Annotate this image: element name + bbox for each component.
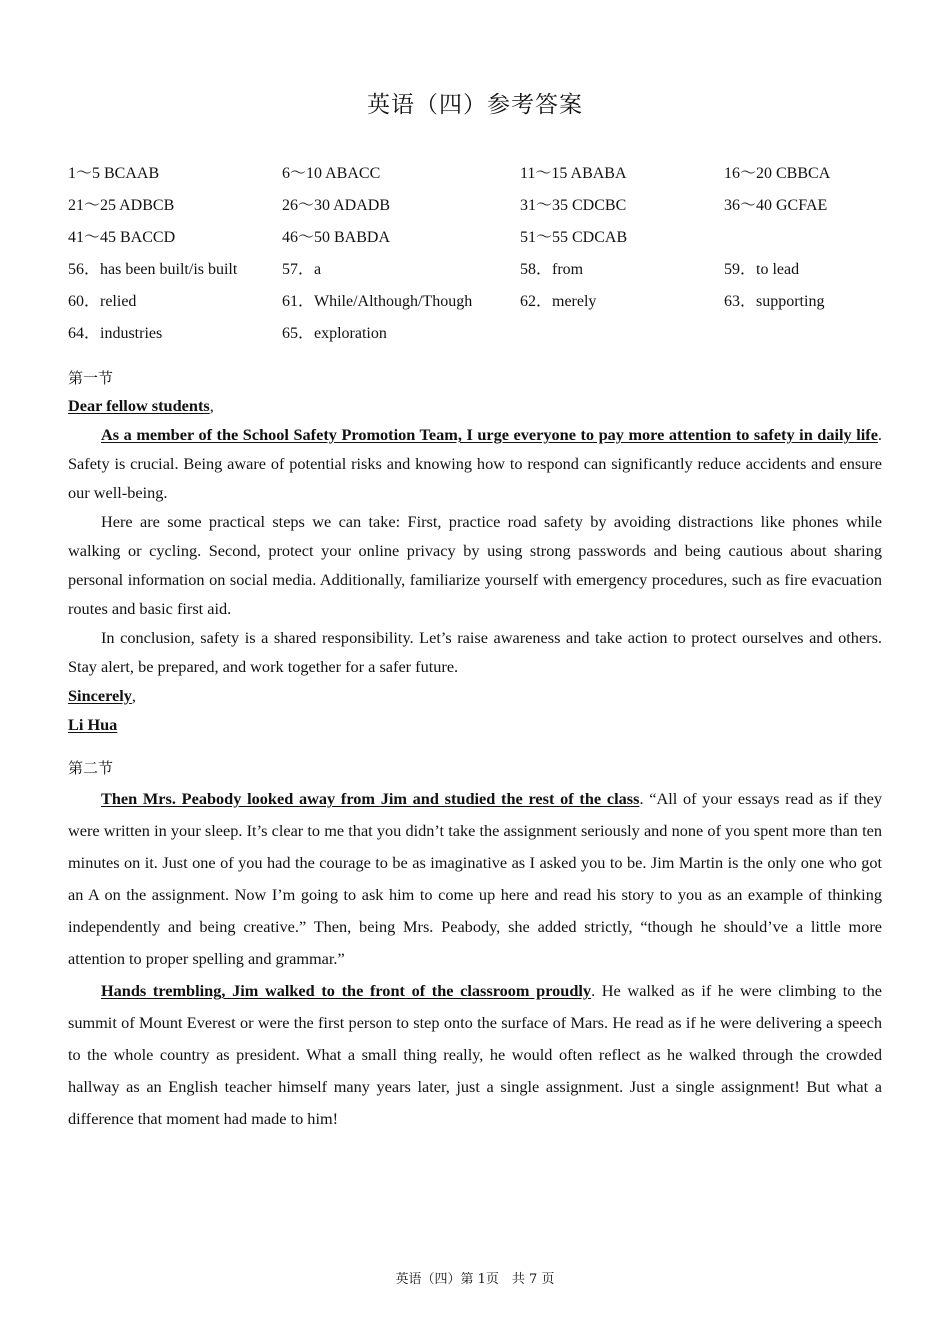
closing-text: Sincerely — [68, 686, 132, 705]
answer-item: 64．industries — [68, 325, 163, 342]
answer-row — [68, 320, 888, 352]
answer-row — [68, 256, 888, 288]
paragraph-text: . He walked as if he were climbing to the summit of Mount Everest or were the first person to step onto the surface of Mars. He read as if he were delivering a speech to the whole country as president. What a small thing really, he would often reflect as he walked through the crowded hallway as an English teacher himself many years later, just a single assignment. Just a single assignment! But what a difference that moment had made to him! — [68, 981, 882, 1128]
essay-paragraph — [68, 420, 882, 507]
salutation-text: Dear fellow students — [68, 396, 210, 415]
answer-item: 46～50 BABDA — [282, 229, 391, 246]
essay-paragraph — [68, 975, 882, 1135]
answer-item: 26～30 ADADB — [282, 197, 391, 214]
section-1-label: 第一节 — [68, 369, 114, 387]
answer-item: 51～55 CDCAB — [520, 229, 628, 246]
signature — [68, 710, 882, 739]
answer-row — [68, 288, 888, 320]
underlined-given-sentence: Then Mrs. Peabody looked away from Jim and studied the rest of the class — [101, 789, 640, 808]
answer-item: 41～45 BACCD — [68, 229, 176, 246]
answer-item: 21～25 ADBCB — [68, 197, 175, 214]
section-1-essay — [68, 391, 882, 739]
answer-item: 65．exploration — [282, 325, 387, 342]
answer-key — [68, 160, 888, 352]
essay-paragraph — [68, 783, 882, 975]
answer-item: 63．supporting — [724, 293, 825, 310]
page-footer: 英语（四）第 1页 共 7 页 — [395, 1272, 555, 1287]
paragraph-text: . “All of your essays read as if they were written in your sleep. It’s clear to me that you didn’t take the assignment seriously and none of you spent more than ten minutes on it. Just one of you had the courage to be as imaginative as I asked you to be. Jim Martin is the only one who got an A on the assignment. Now I’m going to ask him to come up here and read his story to you as an example of thinking independently and being creative.” Then, being Mrs. Peabody, she added strictly, “though he should’ve a little more attention to proper spelling and grammar.” — [68, 789, 882, 968]
paragraph-text: . Safety is crucial. Being aware of potential risks and knowing how to respond can significantly reduce accidents and ensure our well-being. — [68, 425, 882, 502]
answer-row — [68, 224, 888, 256]
answer-row — [68, 160, 888, 192]
closing-punct: , — [131, 686, 136, 705]
answer-item: 58．from — [520, 261, 584, 278]
answer-item: 56．has been built/is built — [68, 261, 238, 278]
answer-item: 62．merely — [520, 293, 597, 310]
section-2-essay — [68, 783, 882, 1135]
essay-paragraph: In conclusion, safety is a shared responsibility. Let’s raise awareness and take action to protect ourselves and others. Stay alert, be prepared, and work together for a safer future. — [68, 628, 882, 676]
answer-item: 11～15 ABABA — [520, 165, 627, 182]
closing — [68, 681, 882, 710]
answer-item: 57．a — [282, 261, 322, 278]
answer-item: 59．to lead — [724, 261, 800, 278]
underlined-opening-sentence: As a member of the School Safety Promotion Team, I urge everyone to pay more attention to safety in daily life — [101, 425, 878, 444]
answer-row — [68, 192, 888, 224]
page-title: 英语（四）参考答案 — [367, 92, 583, 118]
signature-text: Li Hua — [68, 715, 118, 734]
answer-item: 16～20 CBBCA — [724, 165, 831, 182]
underlined-given-sentence: Hands trembling, Jim walked to the front of the classroom proudly — [101, 981, 592, 1000]
answer-item: 6～10 ABACC — [282, 165, 381, 182]
salutation-punct: , — [209, 396, 214, 415]
salutation — [68, 391, 882, 420]
answer-item: 31～35 CDCBC — [520, 197, 627, 214]
section-2-label: 第二节 — [68, 759, 114, 777]
answer-item: 61．While/Although/Though — [282, 293, 473, 310]
answer-item: 60．relied — [68, 293, 137, 310]
answer-item: 1～5 BCAAB — [68, 165, 160, 182]
essay-paragraph: Here are some practical steps we can take: First, practice road safety by avoiding distractions like phones while walking or cycling. Second, protect your online privacy by using strong passwords and being cautious about sharing personal information on social media. Additionally, familiarize yourself with emergency procedures, such as fire evacuation routes and basic first aid. — [68, 512, 882, 618]
answer-item: 36～40 GCFAE — [724, 197, 828, 214]
